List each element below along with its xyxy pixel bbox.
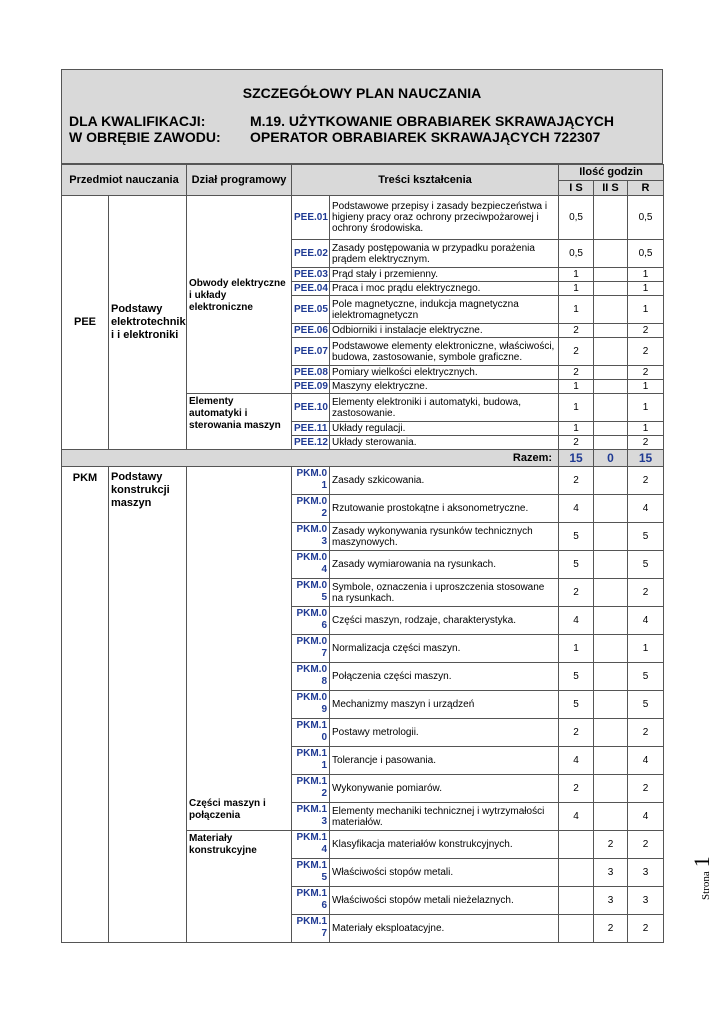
pee-subject-code: PEE bbox=[62, 196, 109, 450]
row-hours-semester-2 bbox=[594, 422, 628, 436]
lesson-plan-document bbox=[61, 69, 663, 943]
row-hours-semester-1: 2 bbox=[559, 579, 594, 607]
row-content: Zasady wymiarowania na rysunkach. bbox=[330, 551, 559, 579]
row-hours-semester-2 bbox=[594, 663, 628, 691]
row-hours-semester-1 bbox=[559, 915, 594, 943]
row-content: Pomiary wielkości elektrycznych. bbox=[330, 366, 559, 380]
row-content: Mechanizmy maszyn i urządzeń bbox=[330, 691, 559, 719]
row-hours-semester-1: 1 bbox=[559, 635, 594, 663]
row-hours-semester-1: 4 bbox=[559, 495, 594, 523]
row-hours-semester-1: 2 bbox=[559, 436, 594, 450]
row-code: PEE.10 bbox=[292, 394, 330, 422]
row-content: Podstawowe elementy elektroniczne, właściwości, budowa, zastosowanie, symbole graficzne. bbox=[330, 338, 559, 366]
row-code: PEE.06 bbox=[292, 324, 330, 338]
row-hours-total: 5 bbox=[628, 551, 664, 579]
row-hours-semester-1: 5 bbox=[559, 691, 594, 719]
row-hours-semester-1 bbox=[559, 859, 594, 887]
row-hours-total: 2 bbox=[628, 831, 664, 859]
row-code: PEE.03 bbox=[292, 268, 330, 282]
row-code: PKM.07 bbox=[292, 635, 330, 663]
row-hours-total: 1 bbox=[628, 282, 664, 296]
row-code: PKM.12 bbox=[292, 775, 330, 803]
plan-header bbox=[61, 69, 663, 164]
page-footer bbox=[689, 856, 719, 970]
row-hours-total: 1 bbox=[628, 380, 664, 394]
row-hours-semester-2 bbox=[594, 607, 628, 635]
row-hours-total: 2 bbox=[628, 324, 664, 338]
row-hours-semester-1: 1 bbox=[559, 296, 594, 324]
row-hours-semester-2 bbox=[594, 394, 628, 422]
col-header-hours: Ilość godzin bbox=[559, 165, 664, 181]
row-hours-semester-2 bbox=[594, 467, 628, 495]
row-hours-semester-2 bbox=[594, 338, 628, 366]
row-code: PKM.15 bbox=[292, 859, 330, 887]
row-hours-semester-1: 1 bbox=[559, 268, 594, 282]
row-hours-semester-2 bbox=[594, 240, 628, 268]
row-content: Rzutowanie prostokątne i aksonometryczne. bbox=[330, 495, 559, 523]
totals-semester-1: 15 bbox=[559, 450, 594, 467]
col-header-semester-1: I S bbox=[559, 181, 594, 196]
row-content: Praca i moc prądu elektrycznego. bbox=[330, 282, 559, 296]
row-hours-total: 2 bbox=[628, 366, 664, 380]
row-code: PKM.04 bbox=[292, 551, 330, 579]
row-hours-semester-1: 2 bbox=[559, 775, 594, 803]
row-hours-total: 4 bbox=[628, 803, 664, 831]
row-hours-semester-2 bbox=[594, 196, 628, 240]
col-header-section: Dział programowy bbox=[187, 165, 292, 196]
row-hours-semester-1: 5 bbox=[559, 523, 594, 551]
pee-subject-name: Podstawy elektrotechnik i i elektroniki bbox=[109, 196, 187, 450]
row-hours-total: 2 bbox=[628, 775, 664, 803]
row-hours-semester-1: 4 bbox=[559, 803, 594, 831]
col-header-content: Treści kształcenia bbox=[292, 165, 559, 196]
row-content: Elementy mechaniki technicznej i wytrzymałości materiałów. bbox=[330, 803, 559, 831]
totals-label: Razem: bbox=[62, 450, 559, 467]
row-hours-total: 3 bbox=[628, 887, 664, 915]
row-hours-semester-2 bbox=[594, 324, 628, 338]
row-hours-semester-1: 4 bbox=[559, 607, 594, 635]
row-hours-semester-2: 2 bbox=[594, 831, 628, 859]
row-content: Właściwości stopów metali. bbox=[330, 859, 559, 887]
row-content: Elementy elektroniki i automatyki, budowa, zastosowanie. bbox=[330, 394, 559, 422]
row-content: Wykonywanie pomiarów. bbox=[330, 775, 559, 803]
row-hours-semester-2 bbox=[594, 268, 628, 282]
row-hours-semester-2 bbox=[594, 296, 628, 324]
row-code: PKM.02 bbox=[292, 495, 330, 523]
row-hours-semester-1: 1 bbox=[559, 394, 594, 422]
row-code: PKM.17 bbox=[292, 915, 330, 943]
row-hours-total: 5 bbox=[628, 691, 664, 719]
qualification-line bbox=[62, 113, 662, 129]
row-hours-semester-2 bbox=[594, 366, 628, 380]
row-code: PKM.14 bbox=[292, 831, 330, 859]
row-hours-semester-1: 0,5 bbox=[559, 196, 594, 240]
row-hours-semester-1: 2 bbox=[559, 324, 594, 338]
row-code: PEE.12 bbox=[292, 436, 330, 450]
row-content: Podstawowe przepisy i zasady bezpieczeństwa i higieny pracy oraz ochrony przeciwpożarowej i ochrony środowiska. bbox=[330, 196, 559, 240]
row-hours-semester-1: 1 bbox=[559, 380, 594, 394]
totals-total: 15 bbox=[628, 450, 664, 467]
row-code: PEE.09 bbox=[292, 380, 330, 394]
page-word: Strona bbox=[700, 871, 712, 900]
table-row bbox=[62, 196, 664, 240]
row-code: PKM.03 bbox=[292, 523, 330, 551]
row-content: Zasady postępowania w przypadku porażenia prądem elektrycznym. bbox=[330, 240, 559, 268]
row-hours-total: 5 bbox=[628, 663, 664, 691]
row-hours-total: 2 bbox=[628, 579, 664, 607]
row-hours-semester-2: 3 bbox=[594, 859, 628, 887]
row-hours-semester-2 bbox=[594, 523, 628, 551]
pkm-section-1: Części maszyn i połączenia bbox=[187, 467, 292, 831]
row-code: PEE.08 bbox=[292, 366, 330, 380]
row-code: PEE.11 bbox=[292, 422, 330, 436]
row-hours-total: 4 bbox=[628, 747, 664, 775]
qualification-value: M.19. UŻYTKOWANIE OBRABIAREK SKRAWAJĄCYCH bbox=[250, 113, 615, 129]
row-hours-semester-2 bbox=[594, 380, 628, 394]
row-content: Klasyfikacja materiałów konstrukcyjnych. bbox=[330, 831, 559, 859]
row-hours-semester-1: 2 bbox=[559, 719, 594, 747]
pkm-subject-code: PKM bbox=[62, 467, 109, 943]
row-content: Układy regulacji. bbox=[330, 422, 559, 436]
row-code: PKM.06 bbox=[292, 607, 330, 635]
pee-section-1: Obwody elektryczne i układy elektroniczne bbox=[187, 196, 292, 394]
page-number: 1 bbox=[689, 856, 714, 868]
row-hours-semester-1: 2 bbox=[559, 366, 594, 380]
row-code: PKM.01 bbox=[292, 467, 330, 495]
row-hours-semester-2 bbox=[594, 579, 628, 607]
row-hours-total: 1 bbox=[628, 394, 664, 422]
row-code: PEE.05 bbox=[292, 296, 330, 324]
row-hours-semester-2: 2 bbox=[594, 915, 628, 943]
table-row bbox=[62, 467, 664, 495]
row-hours-total: 0,5 bbox=[628, 240, 664, 268]
row-code: PKM.10 bbox=[292, 719, 330, 747]
plan-table bbox=[61, 164, 664, 943]
row-hours-semester-2 bbox=[594, 495, 628, 523]
row-content: Zasady szkicowania. bbox=[330, 467, 559, 495]
row-code: PKM.13 bbox=[292, 803, 330, 831]
row-hours-total: 0,5 bbox=[628, 196, 664, 240]
row-code: PKM.11 bbox=[292, 747, 330, 775]
row-content: Tolerancje i pasowania. bbox=[330, 747, 559, 775]
row-content: Postawy metrologii. bbox=[330, 719, 559, 747]
row-content: Układy sterowania. bbox=[330, 436, 559, 450]
row-content: Prąd stały i przemienny. bbox=[330, 268, 559, 282]
row-code: PEE.01 bbox=[292, 196, 330, 240]
row-content: Zasady wykonywania rysunków technicznych maszynowych. bbox=[330, 523, 559, 551]
row-hours-semester-1 bbox=[559, 887, 594, 915]
row-hours-total: 5 bbox=[628, 523, 664, 551]
profession-label: W OBRĘBIE ZAWODU: bbox=[69, 129, 221, 145]
row-content: Materiały eksploatacyjne. bbox=[330, 915, 559, 943]
totals-row bbox=[62, 450, 664, 467]
col-header-semester-2: II S bbox=[594, 181, 628, 196]
row-hours-total: 4 bbox=[628, 495, 664, 523]
col-header-subject: Przedmiot nauczania bbox=[62, 165, 187, 196]
row-content: Maszyny elektryczne. bbox=[330, 380, 559, 394]
row-hours-semester-1: 2 bbox=[559, 467, 594, 495]
row-hours-semester-1: 0,5 bbox=[559, 240, 594, 268]
row-hours-semester-1: 2 bbox=[559, 338, 594, 366]
row-content: Normalizacja części maszyn. bbox=[330, 635, 559, 663]
pkm-section-2: Materiały konstrukcyjne bbox=[187, 831, 292, 943]
row-hours-total: 3 bbox=[628, 859, 664, 887]
row-code: PKM.05 bbox=[292, 579, 330, 607]
row-hours-total: 4 bbox=[628, 607, 664, 635]
row-hours-semester-1: 5 bbox=[559, 663, 594, 691]
row-code: PEE.02 bbox=[292, 240, 330, 268]
row-hours-total: 2 bbox=[628, 467, 664, 495]
row-hours-semester-2 bbox=[594, 775, 628, 803]
row-hours-semester-2 bbox=[594, 719, 628, 747]
row-hours-semester-2 bbox=[594, 551, 628, 579]
row-content: Połączenia części maszyn. bbox=[330, 663, 559, 691]
row-hours-total: 1 bbox=[628, 422, 664, 436]
row-hours-semester-2 bbox=[594, 803, 628, 831]
profession-line bbox=[62, 129, 662, 145]
row-hours-total: 1 bbox=[628, 296, 664, 324]
row-hours-total: 1 bbox=[628, 635, 664, 663]
row-hours-semester-1: 4 bbox=[559, 747, 594, 775]
row-hours-total: 2 bbox=[628, 338, 664, 366]
row-hours-semester-1: 1 bbox=[559, 422, 594, 436]
row-content: Właściwości stopów metali nieżelaznych. bbox=[330, 887, 559, 915]
row-content: Odbiorniki i instalacje elektryczne. bbox=[330, 324, 559, 338]
row-hours-semester-1: 1 bbox=[559, 282, 594, 296]
row-code: PEE.07 bbox=[292, 338, 330, 366]
pee-section-2: Elementy automatyki i sterowania maszyn bbox=[187, 394, 292, 450]
row-content: Symbole, oznaczenia i uproszczenia stosowane na rysunkach. bbox=[330, 579, 559, 607]
row-code: PKM.16 bbox=[292, 887, 330, 915]
row-code: PKM.09 bbox=[292, 691, 330, 719]
row-hours-total: 2 bbox=[628, 915, 664, 943]
row-hours-semester-2 bbox=[594, 635, 628, 663]
row-code: PKM.08 bbox=[292, 663, 330, 691]
row-content: Pole magnetyczne, indukcja magnetyczna ielektromagnetyczn bbox=[330, 296, 559, 324]
totals-semester-2: 0 bbox=[594, 450, 628, 467]
row-content: Części maszyn, rodzaje, charakterystyka. bbox=[330, 607, 559, 635]
row-hours-total: 2 bbox=[628, 719, 664, 747]
row-hours-semester-2 bbox=[594, 747, 628, 775]
row-hours-semester-2 bbox=[594, 691, 628, 719]
pkm-subject-name: Podstawy konstrukcji maszyn bbox=[109, 467, 187, 943]
row-hours-semester-2 bbox=[594, 282, 628, 296]
row-code: PEE.04 bbox=[292, 282, 330, 296]
row-hours-semester-2: 3 bbox=[594, 887, 628, 915]
plan-title: SZCZEGÓŁOWY PLAN NAUCZANIA bbox=[242, 85, 482, 101]
row-hours-total: 1 bbox=[628, 268, 664, 282]
row-hours-total: 2 bbox=[628, 436, 664, 450]
qualification-label: DLA KWALIFIKACJI: bbox=[69, 113, 206, 129]
row-hours-semester-1: 5 bbox=[559, 551, 594, 579]
row-hours-semester-1 bbox=[559, 831, 594, 859]
profession-value: OPERATOR OBRABIAREK SKRAWAJĄCYCH 722307 bbox=[250, 129, 601, 145]
col-header-total: R bbox=[628, 181, 664, 196]
row-hours-semester-2 bbox=[594, 436, 628, 450]
